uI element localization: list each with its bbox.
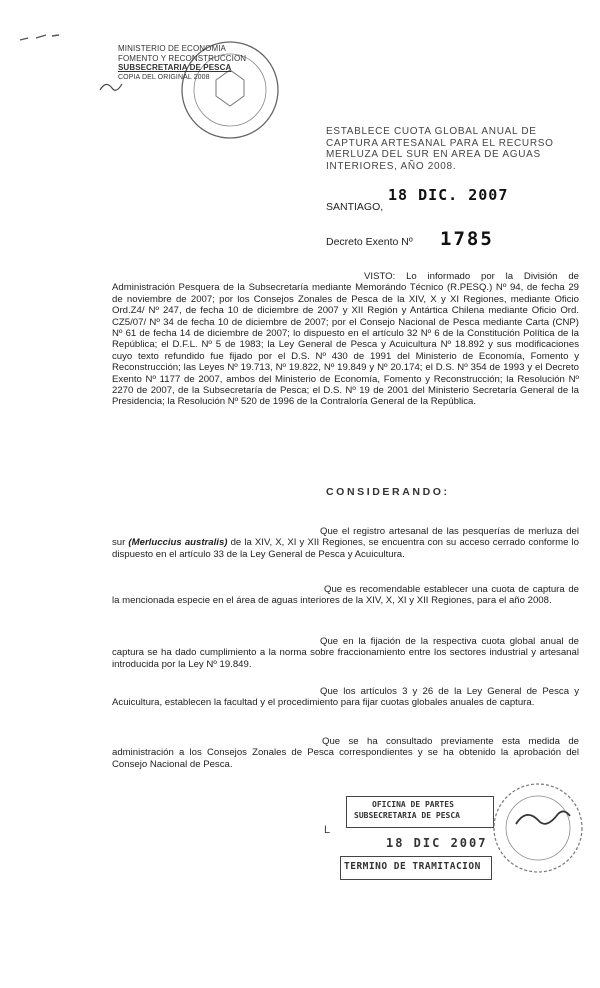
considerando-item xyxy=(112,584,579,607)
considerando-text: de la XIV, X, XI y XII Regiones, se encuentra con su acceso cerrado conforme lo dispuesto en el artículo 33 de la Ley General de Pesca y Acuicultura. xyxy=(112,537,579,560)
considerando-text: Que en la fijación de la respectiva cuota global anual de captura se ha dado cumplimiento a la norma sobre fraccionamiento entre los sectores industrial y artesanal introducida por la Ley Nº 19.849. xyxy=(112,636,579,670)
stamp-line: OFICINA DE PARTES xyxy=(372,800,454,809)
considerando-item xyxy=(112,736,579,770)
ministry-line: COPIA DEL ORIGINAL 2008 xyxy=(118,73,210,81)
title-line: CAPTURA ARTESANAL PARA EL RECURSO xyxy=(326,137,554,149)
ministry-line: MINISTERIO DE ECONOMIA xyxy=(118,44,226,53)
considerando-item xyxy=(112,636,579,670)
signature-initial: L xyxy=(324,824,331,836)
considerando-text: Que es recomendable establecer una cuota de captura de la mencionada especie en el área de aguas interiores de la XIV, X, XI y XII Regiones, para el año 2008. xyxy=(112,584,579,607)
title-line: INTERIORES, AÑO 2008. xyxy=(326,160,457,172)
stamp-footer: TERMINO DE TRAMITACION xyxy=(344,861,481,872)
oficina-partes-stamp xyxy=(346,796,496,882)
signature-icon xyxy=(516,811,570,824)
visto-text: VISTO: Lo informado por la División de Administración Pesquera de la Subsecretaría mediante Memorándo Técnico (R.PESQ.) Nº 94, de fecha 29 de noviembre de 2007; por los Consejos Zonales de Pesca de la XIV, X y XI Regiones, mediante Oficio Ord.Z4/ Nº 247, de fecha 10 de diciembre de 2007 y XII Región y Antártica Chilena mediante Oficio Ord. CZ5/07/ Nº 34 de fecha 10 de diciembre de 2007; por el Consejo Nacional de Pesca mediante Carta (CNP) Nº 61 de fecha 14 de diciembre de 2007; lo dispuesto en el artículo 32 Nº 6 de la Constitución Política de la República; el D.F.L. Nº 5 de 1983; la Ley General de Pesca y Acuicultura Nº 18.892 y sus modificaciones cuyo texto refundido fue fijado por el D.S. Nº 430 de 1991 del Ministerio de Economía, Fomento y Reconstrucción; las Leyes Nº 19.713, Nº 19.822, Nº 19.849 y Nº 20.174; el D.S. Nº 354 de 1993 y el Decreto Exento Nº 1177 de 2007, ambos del Ministerio de Economía, Fomento y Reconstrucción; la Resolución Nº 2270 de 2007, de la Subsecretaría de Pesca; el D.S. Nº 19 de 2001 del Ministerio Secretaría General de la Presidencia; la Resolución Nº 520 de 1996 de la Contraloría General de la República. xyxy=(112,271,579,408)
decree-label: Decreto Exento Nº xyxy=(326,236,413,248)
stamped-date: 18 DIC. 2007 xyxy=(388,186,509,204)
ministry-line: FOMENTO Y RECONSTRUCCION xyxy=(118,53,247,63)
decree-number: 1785 xyxy=(440,228,494,250)
considerando-heading: CONSIDERANDO: xyxy=(326,486,450,498)
stamp-date: 18 DIC 2007 xyxy=(386,836,488,850)
round-seal-icon xyxy=(488,776,588,886)
considerando-text: Que los artículos 3 y 26 de la Ley General de Pesca y Acuicultura, establecen la facultad y el procedimiento para fijar cuotas globales anuales de captura. xyxy=(112,686,579,709)
city-label: SANTIAGO, xyxy=(326,201,384,213)
considerando-item xyxy=(112,686,579,709)
visto-paragraph xyxy=(112,271,579,408)
considerando-text: Que se ha consultado previamente esta medida de administración a los Consejos Zonales de Pesca correspondientes y se ha obtenido la aprobación del Consejo Nacional de Pesca. xyxy=(112,736,579,770)
handwritten-initials-icon xyxy=(100,84,122,90)
species-name: (Merluccius australis) xyxy=(128,537,228,549)
considerando-text: Que el registro artesanal de las pesquerías de merluza del sur xyxy=(112,526,579,549)
scribble-mark xyxy=(20,35,59,40)
considerando-item xyxy=(112,526,579,560)
ministry-line: SUBSECRETARIA DE PESCA xyxy=(118,63,232,73)
title-line: ESTABLECE CUOTA GLOBAL ANUAL DE xyxy=(326,126,537,137)
stamp-line: SUBSECRETARIA DE PESCA xyxy=(354,811,460,820)
decree-title xyxy=(326,126,576,172)
title-line: MERLUZA DEL SUR EN AREA DE AGUAS xyxy=(326,149,541,161)
ministry-header xyxy=(118,44,308,82)
